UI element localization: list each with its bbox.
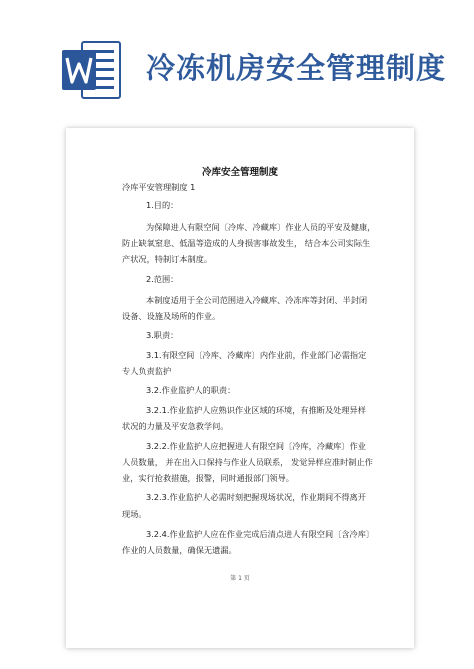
doc-line: 3.2.2.作业监护人应把握进人有限空间〔冷库，冷藏库〕作业 <box>146 441 366 451</box>
doc-line: 本制度适用于全公司范围进入冷藏库、冷冻库等封闭、半封闭 <box>146 295 368 305</box>
doc-line: 2.范围： <box>146 274 179 284</box>
word-document-icon <box>62 38 122 102</box>
doc-line: 冷库平安管理制度 1 <box>122 182 196 192</box>
doc-line: 3.2.1.作业监护人应熟识作业区域的环境，有推断及处理异样 <box>146 405 366 415</box>
doc-line: 防止缺氧窒息、低温等造成的人身损害事故发生， 结合本公司实际生 <box>122 238 371 248</box>
doc-line: 现场。 <box>122 509 147 519</box>
doc-line: 3.职责： <box>146 330 179 340</box>
doc-line: 作业的人员数量，确保无遗漏。 <box>122 545 237 555</box>
doc-line: 专人负责监护 <box>122 366 172 376</box>
doc-line: 状况的力量及平安急救学问。 <box>122 421 229 431</box>
doc-line: 1.目的： <box>146 200 179 210</box>
page-number: 第 1 页 <box>230 575 250 582</box>
banner-title: 冷冻机房安全管理制度 <box>146 51 447 85</box>
doc-line: 设备、设施及场所的作业。 <box>122 311 221 321</box>
doc-line: 业，实行抢救措施，报警，同时通报部门领导。 <box>122 473 294 483</box>
doc-line: 3.2.4.作业监护人应在作业完成后清点进人有限空间〔含冷库〕 <box>146 529 375 539</box>
banner <box>0 0 474 118</box>
document-page <box>66 128 414 648</box>
document-title: 冷库安全管理制度 <box>201 167 278 178</box>
doc-line: 3.2.3.作业监护人必需时刻把握现场状况，作业期间不得离开 <box>146 492 366 502</box>
doc-line: 3.2.作业监护人的职责： <box>146 385 236 395</box>
doc-line: 产状况，特制订本制度。 <box>122 254 213 264</box>
doc-line: 人员数量， 并在出入口保持与作业人员联系， 发觉异样应准时制止作 <box>122 457 373 467</box>
doc-line: 为保障进人有限空间〔冷库、冷藏库〕作业人员的平安及健康， <box>146 222 376 232</box>
doc-line: 3.1.有限空间〔冷库、冷藏库〕内作业前，作业部门必需指定 <box>146 350 367 360</box>
